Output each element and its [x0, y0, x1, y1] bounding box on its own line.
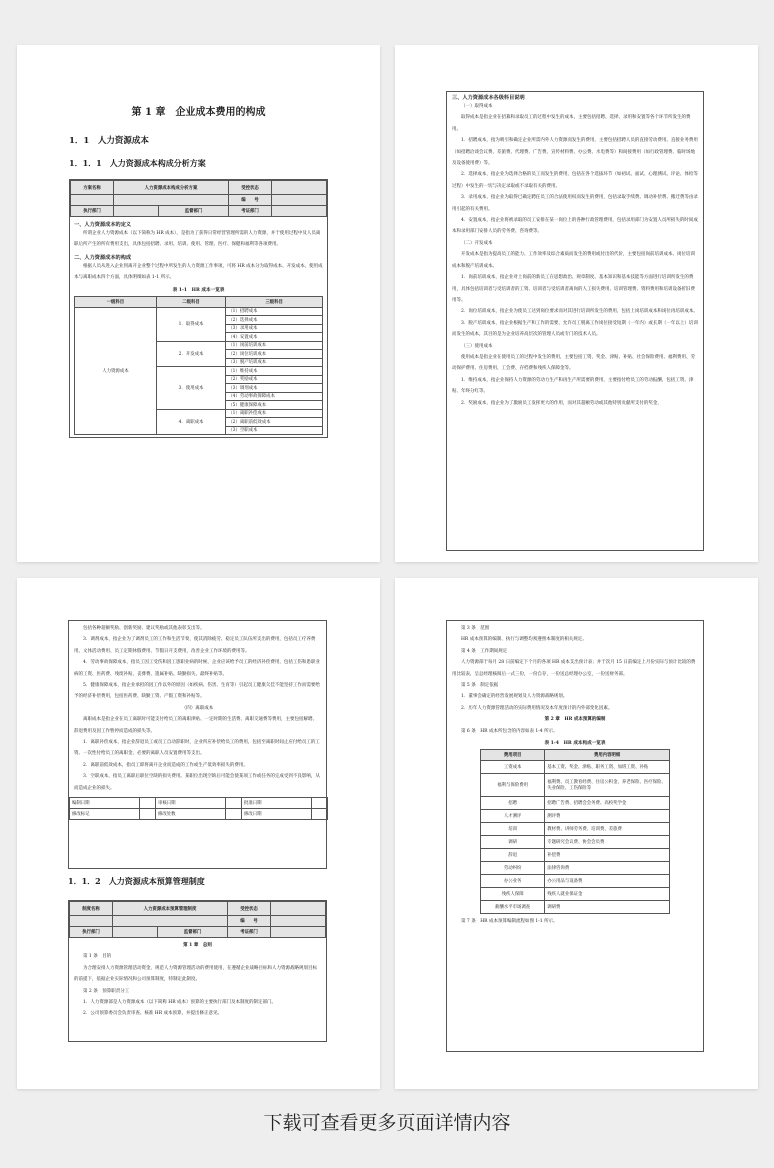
table-row: [75, 307, 323, 316]
article-text: HR 成本预算的编制、执行与调整均须遵照本制度的相关规定。: [461, 637, 587, 643]
list-item: 包括各种超额奖励、创新奖励、建议奖励或其他表彰支出等。: [83, 626, 205, 631]
explanation-heading: 三、人力资源成本各级科目说明: [452, 95, 525, 101]
list-item: 4．劳动事故保障成本，指员工因工受伤和因工患职业病的时候，企业应该给予员工的经济补偿费用，包括工伤和患职业病的工资、医药费、残废补贴、丧葬费、遗属补贴、缺勤损失、最终补贴等。: [74, 660, 320, 677]
cost-detail-cell: 福利费、员工教育经费、住房公积金、养老保险、医疗保险、失业保险、工伤保险等: [545, 774, 670, 797]
system-number-label: 编 号: [228, 916, 271, 927]
cost-detail-cell: 招聘广告费、招聘会会务费、高校奖学金: [545, 797, 670, 810]
level3-cell: （1）岗前培训成本: [226, 341, 323, 350]
level3-cell: （3）脱产培训成本: [226, 358, 323, 367]
scheme-info-table: [70, 180, 327, 217]
revise-mark-label: 修改标记: [70, 809, 140, 820]
level3-cell: （3）空职成本: [226, 426, 323, 435]
list-item: 1．维持成本，指企业保持人力资源的劳动力生产和再生产所需要的费用，主要指付给员工的劳动报酬，包括工资、津贴、年终分红等。: [452, 377, 694, 395]
system-info-table: [69, 901, 326, 938]
system-status-label: 受控状态: [228, 902, 271, 916]
article-heading: 第 4 条 工作期间规定: [461, 648, 508, 654]
revision-table: [69, 797, 328, 820]
system-supervise-dept-label: 监督部门: [158, 927, 228, 938]
article-heading: 第 6 条 HR 成本所包含的内容如表 1-4 所示。: [461, 728, 558, 734]
verify-dept-label: 考证部门: [229, 206, 272, 217]
table-header-detail: 费用内容明细: [545, 750, 670, 761]
list-item: 1．离职补偿成本，指企业辞退员工或员工自动辞职时，企业所应补偿给员工的费用，包括至离职时间止应付给员工的工资、一次性付给员工的离职金、必要的离职人员安置费用等支出。: [74, 740, 320, 757]
document-page-2: [395, 45, 758, 562]
cost-item-cell: 培训: [481, 823, 545, 836]
level3-cell: （1）离职补偿成本: [226, 409, 323, 418]
composition-heading: 二、人力资源成本的构成: [74, 254, 132, 261]
hr-cost-table-caption: 表 1-1 HR 成本一览表: [172, 287, 225, 293]
list-item: 开发成本是指为提高员工的能力、工作效率及综合素质而发生的费用或付出的代价，主要包括岗前培训成本、岗位培训成本和脱产培训成本。: [452, 252, 695, 269]
budget-system-frame: [68, 900, 327, 1042]
definition-paragraph: 所谓企业人力资源成本（以下简称为 HR 成本），是指为了获得日常经营管理所需的人力资源，并于使用过程中及人员离职后所产生的所有费用支出，具体包括招聘、录用、培训、使用、管理、医疗、保健和福利等各项费用。: [74, 231, 321, 248]
approve-date-label: 批准日期: [241, 798, 311, 809]
level3-cell: （2）离职前低效成本: [226, 418, 323, 427]
table-header-level1: 一级科目: [75, 296, 157, 307]
system-name-label: 制度名称: [70, 902, 113, 916]
article-text: 1．人力资源部是人力资源成本（以下简称 HR 成本）预算的主要执行部门及本制度的制定部门。: [83, 1000, 277, 1006]
level3-cell: （2）岗位培训成本: [226, 350, 323, 359]
cost-item-cell: 残疾人保障: [481, 888, 545, 901]
table-row: [481, 836, 670, 849]
hr-cost-table: [74, 296, 323, 436]
budget-compile-frame: [446, 620, 704, 1052]
table-row: [481, 901, 670, 914]
cost-item-cell: 工资成本: [481, 761, 545, 774]
general-chapter-heading: 第 1 章 总则: [183, 943, 212, 948]
chapter-title: 第 1 章 企业成本费用的构成: [131, 107, 266, 118]
list-item: 2．选择成本，指企业为选择合格的员工而发生的费用，包括在各个选拔环节（如初试、面试、心理测试、评论、体检等过程）中发生的一切与决定录取或不录取有关的费用。: [452, 172, 698, 189]
system-exec-dept-label: 执行部门: [70, 927, 113, 938]
number-label: 编 号: [229, 195, 272, 206]
exec-dept-label: 执行部门: [71, 206, 114, 217]
list-item: 2．离职前低效成本，指员工即将离开企业而造成的工作或生产低效率损失的费用。: [83, 762, 248, 768]
list-item: 2．奖励成本，指企业为了激励员工发挥更大的作用，而对其超额劳动或其他特别贡献所支付的奖金，: [461, 400, 662, 406]
separation-subheading: （四）离职成本: [181, 705, 214, 711]
acquire-subheading: （一）取得成本: [461, 104, 493, 109]
article-text: 为合理安排人力资源管理活动资金，规范人力资源管理活动的费用使用，在遵循企业战略目标和人力资源战略规划目标的前提下，依据企业实际情况和公司预算制度，特制定此制度。: [74, 965, 317, 983]
document-page-3: [17, 578, 380, 1089]
table-header-level3: 三级科目: [226, 296, 323, 307]
status-label: 受控状态: [229, 181, 272, 195]
budget-subsection-title: 1．1．2 人力资源成本预算管理制度: [68, 876, 205, 886]
list-item: 3．空职成本，指员工离职后职位空缺的损失费用。某职位出现空缺后可能会使某项工作或任务的完成受到不良影响，从而造成企业的损失。: [74, 774, 320, 791]
cost-item-cell: 人才测评: [481, 810, 545, 823]
level3-cell: （1）招聘成本: [226, 307, 323, 316]
list-item: 3．录用成本，指企业为取得已确定聘任员工的合法使用权而发生的费用，包括录取手续费、调动补偿费、搬迁费等由录用引起的有关费用。: [452, 195, 698, 212]
list-item: 使用成本是指企业在使用员工的过程中发生的费用，主要包括工资、奖金、津贴、补贴、社会保险费用、福利费用、劳动保护费用、住房费用、工会费、存档费和残疾人保障金等。: [452, 354, 695, 372]
level2-cell: 3．使用成本: [156, 367, 225, 410]
list-item: 1．岗前培训成本，指企业对上岗前的新员工在思想政治、规章制度、基本知识和基本技能等方面进行培训所发生的费用，具体包括培训者与受培训者的工资、培训者与受培训者离岗的人工损失费用、培训管理费、资料费用和培训设备折旧费用等。: [452, 275, 695, 303]
list-item: 3．脱产培训成本，指企业根据生产和工作的需要，允许员工脱离工作岗位接受短期（一年内）或长期（一年以上）培训而发生的成本，其目的是为企业培养高层次的管理人员或专门的技术人员。: [452, 320, 698, 338]
article-heading: 第 1 条 目的: [83, 954, 112, 960]
level3-cell: （3）调剂成本: [226, 384, 323, 393]
article-heading: 第 3 条 范围: [461, 626, 490, 631]
cost-item-cell: 福利与保险费用: [481, 774, 545, 797]
cost-explanation-frame: [446, 91, 704, 551]
cost-item-cell: 辞退: [481, 849, 545, 862]
level2-cell: 2．开发成本: [156, 341, 225, 367]
cost-detail-cell: 法律咨询费: [545, 862, 670, 875]
level3-cell: （4）劳动事故保障成本: [226, 392, 323, 401]
table-row: [481, 797, 670, 810]
cost-detail-cell: 补偿费: [545, 849, 670, 862]
use-subheading: （三）使用成本: [461, 343, 493, 349]
table-header-item: 费用项目: [481, 750, 545, 761]
revise-date-label: 修改日期: [241, 809, 311, 820]
section-title: 1．1 人力资源成本: [69, 136, 149, 146]
definition-heading: 一、人力资源成本的定义: [74, 222, 132, 228]
revise-count-label: 修改处数: [155, 809, 225, 820]
separation-cost-frame: [68, 620, 327, 869]
cost-composition-caption: 表 1-4 HR 成本构成一览表: [544, 741, 606, 747]
cost-item-cell: 劳动纠纷: [481, 862, 545, 875]
cost-detail-cell: 测评费: [545, 810, 670, 823]
scheme-name-value: 人力资源成本构成分析方案: [114, 181, 229, 195]
system-verify-dept-label: 考证部门: [228, 927, 271, 938]
level2-cell: 1．取得成本: [156, 307, 225, 341]
download-more-text: 下载可查看更多页面详情内容: [263, 1112, 511, 1134]
table-row: [481, 888, 670, 901]
document-page-4: [395, 578, 758, 1089]
article-text: 人力资源部于每月 28 日前编定下个月的各项 HR 成本支出预计表；并于次月 15 日前编定上月份实际与预计比较的费用比较表，呈总经理核阅后一式三份，一份自存，一份送总经理办公室，一份送财务部。: [452, 660, 696, 677]
article-text: 2．历年人力资源管理活动的实际费用情况及本年度预计的内外部变化因素。: [461, 705, 613, 711]
list-item: 取得成本是指企业在招募和录取员工的过程中发生的成本，主要包括招聘、选择、录用和安置等各个环节所发生的费用。: [452, 115, 691, 132]
composition-paragraph: 根据人员从进入企业到离开企业整个过程中所发生的人力资源工作事项，可将 HR 成本分为取得成本、开发成本、使用成本与离职成本四个方面，具体明细如表 1-1 所示。: [74, 263, 323, 281]
level3-cell: （2）选择成本: [226, 316, 323, 325]
cost-item-cell: 招聘: [481, 797, 545, 810]
level3-cell: （5）健康保障成本: [226, 401, 323, 410]
table-row: [481, 849, 670, 862]
list-item: 4．安置成本，指企业将被录取的员工安排在某一岗位上的各种行政管理费用，包括录用部门为安置人员所损失的时间成本和录用部门安排人员的劳务费、咨询费等。: [452, 218, 698, 235]
article-heading: 第 7 条 HR 成本预算编制流程如图 1-1 所示。: [461, 919, 558, 925]
list-item: 5．健康保障成本，指企业承担的因工作以外的原因（如疾病、伤害、生育等）引起员工健康欠佳不能坚持工作而需要给予的经济补偿费用，包括医药费、缺勤工资、产假工资和补贴等。: [74, 683, 320, 700]
subsection-title: 1．1．1 人力资源成本构成分析方案: [69, 158, 206, 168]
scheme-document-frame: [69, 179, 328, 438]
cost-item-cell: 办公业务: [481, 875, 545, 888]
cost-detail-cell: 办公用品与设备费: [545, 875, 670, 888]
level3-cell: （3）录用成本: [226, 324, 323, 333]
scheme-name-label: 方案名称: [71, 181, 114, 195]
edit-date-label: 编制日期: [70, 798, 140, 809]
list-item: 1．招聘成本，指为吸引和确定企业所需内外人力资源而发生的费用，主要包括招聘人员的直接劳动费用、直接业务费用（如招聘洽谈会议费、差旅费、代理费、广告费、宣传材料费、办公费、水电费等）和间接费用（如行政管理费、临时场地及设备使用费）等。: [452, 138, 698, 167]
table-row: [481, 774, 670, 797]
cost-detail-cell: 专题研究会议费、协会会员费: [545, 836, 670, 849]
cost-detail-cell: 教材费、讲师劳务费、培训费、差旅费: [545, 823, 670, 836]
level1-cell: 人力资源成本: [75, 307, 157, 435]
list-item: 2．岗位培训成本，指企业为使员工达到岗位要求而对其进行培训所发生的费用，包括上岗培训成本和岗位再培训成本。: [461, 309, 698, 315]
level3-cell: （4）安置成本: [226, 333, 323, 342]
cost-detail-cell: 残疾人就业保证金: [545, 888, 670, 901]
level3-cell: （2）奖励成本: [226, 375, 323, 384]
cost-detail-cell: 基本工资、奖金、津贴、职务工资、加班工资、补贴: [545, 761, 670, 774]
level3-cell: （1）维持成本: [226, 367, 323, 376]
cost-detail-cell: 调研费: [545, 901, 670, 914]
hr-cost-table-body: [75, 307, 323, 435]
cost-item-cell: 调研: [481, 836, 545, 849]
level2-cell: 4．离职成本: [156, 409, 225, 435]
cost-composition-body: [481, 761, 670, 914]
article-text: 1．董事会确定的经营发展规划及人力资源战略规划。: [461, 694, 568, 700]
cost-composition-table: [480, 749, 670, 914]
table-row: [481, 862, 670, 875]
document-page-1: [17, 45, 380, 562]
table-row: [481, 761, 670, 774]
develop-subheading: （二）开发成本: [461, 240, 493, 246]
table-row: [481, 823, 670, 836]
cost-item-cell: 薪酬水平市场调查: [481, 901, 545, 914]
supervise-dept-label: 监督部门: [159, 206, 229, 217]
table-row: [481, 810, 670, 823]
list-item: 3．调剂成本，指企业为了调剂员工的工作和生活节奏，使其消除疲劳、稳定员工队伍所支出的费用，包括员工疗养费用、文体活动费用、员工定期休假费用、节假日开支费用，改善企业工作环境的费用等。: [74, 637, 316, 654]
table-header-level2: 二级科目: [156, 296, 225, 307]
compile-chapter-heading: 第 2 章 HR 成本预算的编制: [544, 717, 606, 723]
list-item: 离职成本是指企业在员工离职时可能支付给员工的离职津贴、一定时期的生活费、离职交通费等费用，主要包括解聘、辞退费用及因工作暂停而造成的损失等。: [74, 717, 317, 734]
article-heading: 第 2 条 预算职责分工: [83, 988, 130, 994]
article-heading: 第 5 条 制定依据: [461, 683, 499, 689]
table-row: [481, 875, 670, 888]
article-text: 2．公司预算委员会负责审查、核准 HR 成本预算，并提出修正意见。: [83, 1011, 223, 1017]
system-name-value: 人力资源成本预算管理制度: [113, 902, 228, 916]
review-date-label: 审核日期: [155, 798, 225, 809]
